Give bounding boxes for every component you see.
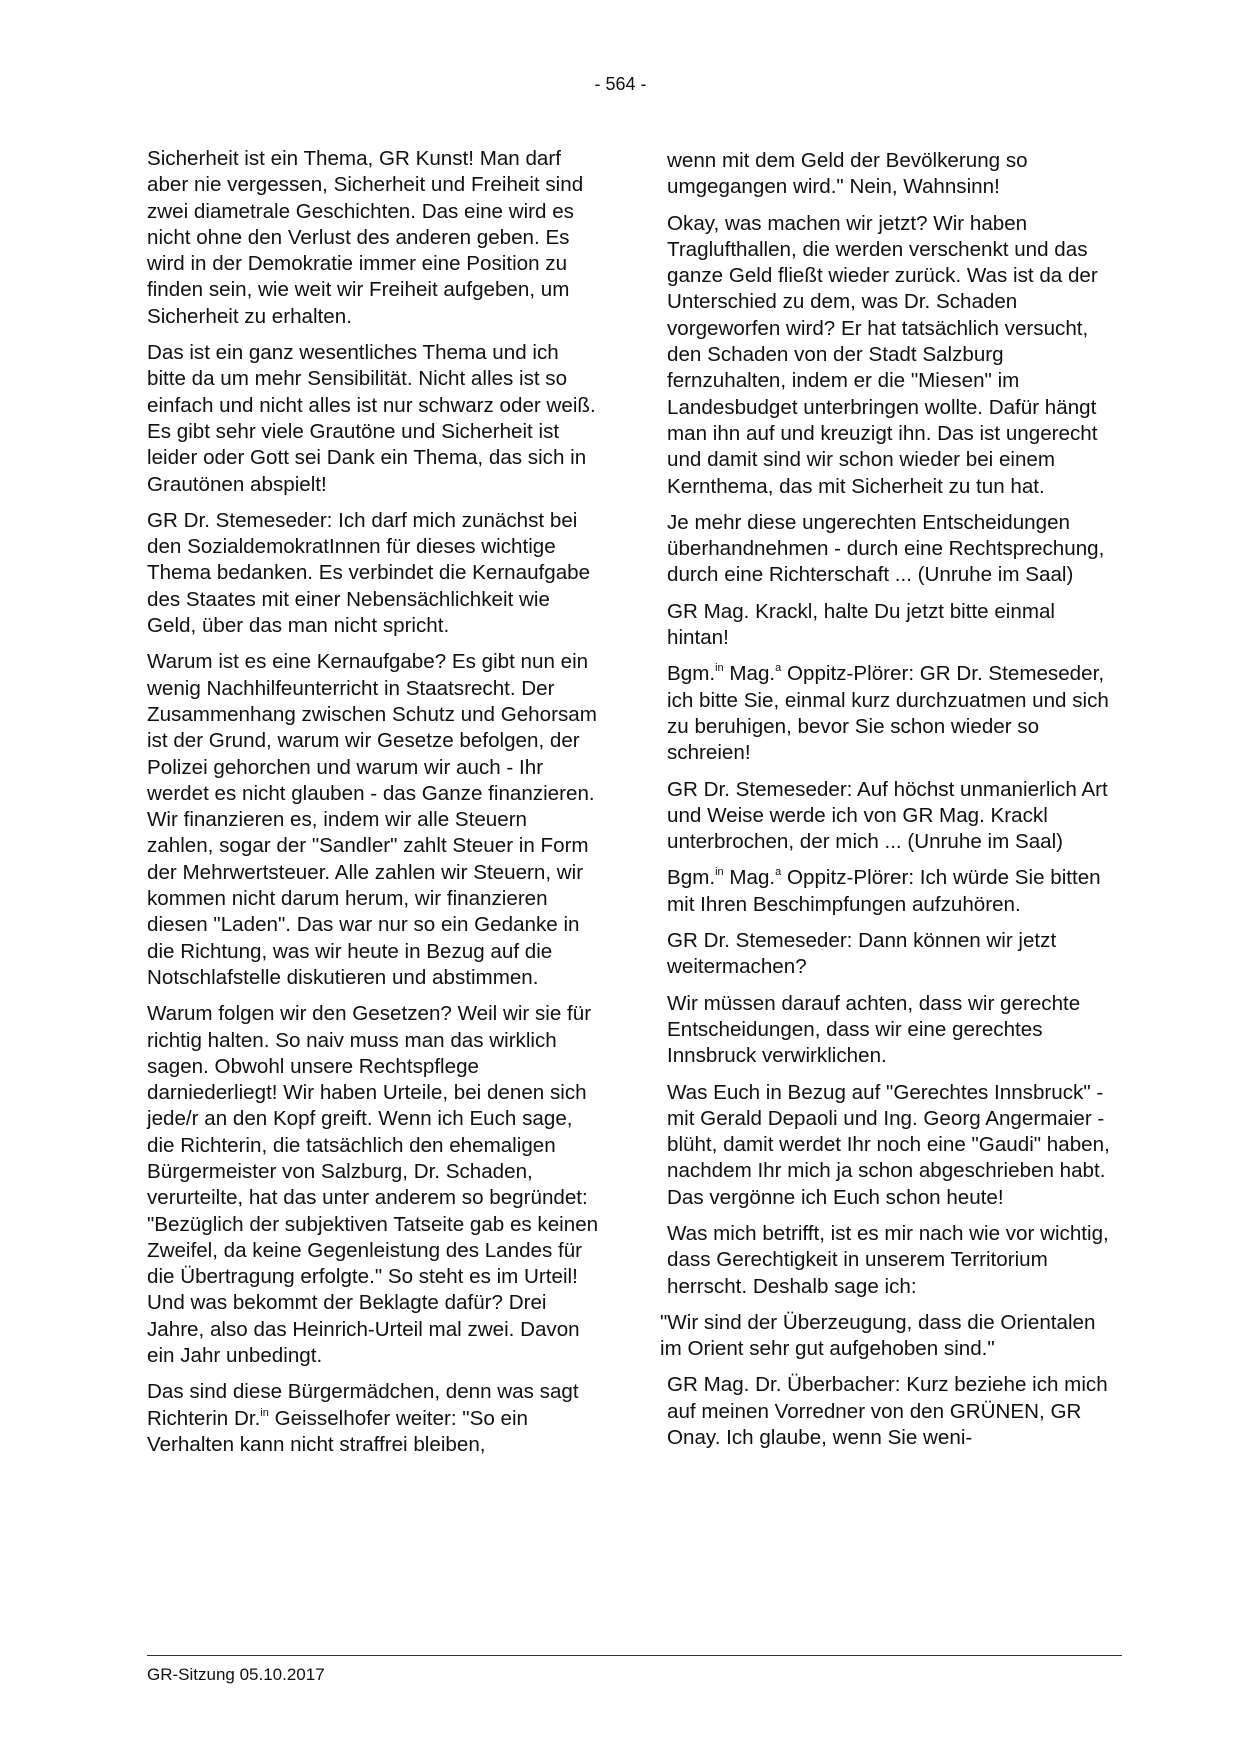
speech-text: GR Dr. Stemeseder, ich bitte Sie, einmal kurz durchzuatmen und sich zu beruhigen, bevor Sie schon wieder so schreien! <box>667 662 1109 765</box>
speech-text: Auf höchst unmanierlich Art und Weise werde ich von GR Mag. Krackl unterbrochen, der mich ... (Unruhe im Saal) <box>667 777 1108 854</box>
paragraph: Okay, was machen wir jetzt? Wir haben Traglufthallen, die werden verschenkt und das ganze Geld fließt wieder zurück. Was ist da der Unterschied zu dem, was Dr. Schaden vorgeworfen wird? Er hat tatsächlich versucht, den Schaden von der Stadt Salzburg fernzuhalten, indem er die "Miesen" im Landesbudget unterbringen wollte. Dafür hängt man ihn auf und kreuzigt ihn. Das ist ungerecht und damit sind wir schon wieder bei einem Kernthema, das mit Sicherheit zu tun hat. <box>667 211 1098 498</box>
speech-text: Ich würde Sie bitten mit Ihren Beschimpfungen aufzuhören. <box>667 866 1101 916</box>
speaker-name: GR Mag. Dr. Überbacher: <box>667 1373 901 1397</box>
title-part: Oppitz-Plörer: <box>781 866 915 890</box>
paragraph: Das ist ein ganz wesentliches Thema und ich bitte da um mehr Sensibilität. Nicht alles ist so einfach und nicht alles ist nur schwarz oder weiß. Es gibt sehr viele Grautöne und Sicherheit ist leider oder Gott sei Dank ein Thema, das sich in Grautönen abspielt! <box>147 341 596 496</box>
footer-divider <box>147 1655 1122 1656</box>
text-part: Das sind diese Bürgermädchen, denn was sagt Richterin Dr. <box>147 1380 579 1430</box>
speech-text: Kurz beziehe ich mich auf meinen Vorredner von den GRÜNEN, GR Onay. Ich glaube, wenn Sie weni- <box>667 1373 1108 1450</box>
title-part: Oppitz-Plörer: <box>781 662 915 686</box>
speaker-name <box>667 662 914 685</box>
title-part: Bgm. <box>667 662 716 686</box>
superscript: a <box>775 866 782 879</box>
left-column <box>147 146 599 1468</box>
footer-session-label: GR-Sitzung 05.10.2017 <box>147 1665 325 1684</box>
superscript: in <box>715 866 724 879</box>
paragraph: wenn mit dem Geld der Bevölkerung so umgegangen wird." Nein, Wahnsinn! <box>667 149 1028 199</box>
superscript: in <box>260 1406 269 1419</box>
title-part: Bgm. <box>667 866 716 890</box>
paragraph <box>147 1379 599 1458</box>
speech-paragraph <box>147 508 599 639</box>
quote-paragraph: "Wir sind der Überzeugung, dass die Orientalen im Orient sehr gut aufgehoben sind." <box>660 1310 1096 1361</box>
speech-paragraph <box>667 1372 1122 1451</box>
superscript: a <box>775 662 782 675</box>
speech-paragraph <box>667 661 1122 766</box>
text-part: Geisselhofer weiter: "So ein Verhalten kann nicht straffrei bleiben, <box>147 1406 528 1456</box>
paragraph: Was Euch in Bezug auf "Gerechtes Innsbruck" - mit Gerald Depaoli und Ing. Georg Angermaier - blüht, damit werdet Ihr noch eine "Gaudi" haben, nachdem Ihr mich ja schon abgeschrieben habt. Das vergönne ich Euch schon heute! <box>667 1080 1110 1209</box>
right-column <box>660 148 1122 1461</box>
paragraph: Was mich betrifft, ist es mir nach wie vor wichtig, dass Gerechtigkeit in unserem Territorium herrscht. Deshalb sage ich: <box>667 1221 1109 1298</box>
speaker-name <box>667 866 914 889</box>
superscript: in <box>715 662 724 675</box>
title-part: Mag. <box>723 662 776 686</box>
page-number: - 564 - <box>594 74 647 94</box>
paragraph: GR Mag. Krackl, halte Du jetzt bitte einmal hintan! <box>667 599 1056 650</box>
speech-paragraph <box>667 928 1122 981</box>
paragraph: Je mehr diese ungerechten Entscheidungen überhandnehmen - durch eine Rechtsprechung, durch eine Richterschaft ... (Unruhe im Saal) <box>667 510 1105 587</box>
speech-text: Dann können wir jetzt weitermachen? <box>667 929 1057 979</box>
speech-paragraph <box>667 865 1122 918</box>
speaker-name: GR Dr. Stemeseder: <box>667 929 853 953</box>
paragraph: Wir müssen darauf achten, dass wir gerechte Entscheidungen, dass wir eine gerechtes Innsbruck verwirklichen. <box>667 991 1081 1068</box>
speaker-name: GR Dr. Stemeseder: <box>147 508 333 532</box>
speech-text: Ich darf mich zunächst bei den SozialdemokratInnen für dieses wichtige Thema bedanken. Es verbindet die Kernaufgabe des Staates mit einer Nebensächlichkeit wie Geld, über das man nicht spricht. <box>147 508 591 638</box>
paragraph: Warum folgen wir den Gesetzen? Weil wir sie für richtig halten. So naiv muss man das wirklich sagen. Obwohl unsere Rechtspflege darniederliegt! Wir haben Urteile, bei denen sich jede/r an den Kopf greift. Wenn ich Euch sage, die Richterin, die tatsächlich den ehemaligen Bürgermeister von Salzburg, Dr. Schaden, verurteilte, hat das unter anderem so begründet: "Bezüglich der subjektiven Tatseite gab es keinen Zweifel, da keine Gegenleistung des Landes für die Übertragung erfolgte." So steht es im Urteil! Und was bekommt der Beklagte dafür? Drei Jahre, also das Heinrich-Urteil mal zwei. Davon ein Jahr unbedingt. <box>147 1002 599 1368</box>
speaker-name: GR Dr. Stemeseder: <box>667 777 853 801</box>
title-part: Mag. <box>723 866 776 890</box>
paragraph: Sicherheit ist ein Thema, GR Kunst! Man darf aber nie vergessen, Sicherheit und Freiheit sind zwei diametrale Geschichten. Das eine wird es nicht ohne den Verlust des anderen geben. Es wird in der Demokratie immer eine Position zu finden sein, wie weit wir Freiheit aufgeben, um Sicherheit zu erhalten. <box>147 147 584 328</box>
paragraph: Warum ist es eine Kernaufgabe? Es gibt nun ein wenig Nachhilfeunterricht in Staatsrecht. Der Zusammenhang zwischen Schutz und Gehorsam ist der Grund, warum wir Gesetze befolgen, der Polizei gehorchen und warum wir auch - Ihr werdet es nicht glauben - das Ganze finanzieren. Wir finanzieren es, indem wir alle Steuern zahlen, sogar der "Sandler" zahlt Steuer in Form der Mehrwertsteuer. Alle zahlen wir Steuern, wir kommen nicht darum herum, wir finanzieren diesen "Laden". Das war nur so ein Gedanke in die Richtung, was wir heute in Bezug auf die Notschlafstelle diskutieren und abstimmen. <box>147 650 597 989</box>
speech-paragraph <box>667 777 1122 856</box>
